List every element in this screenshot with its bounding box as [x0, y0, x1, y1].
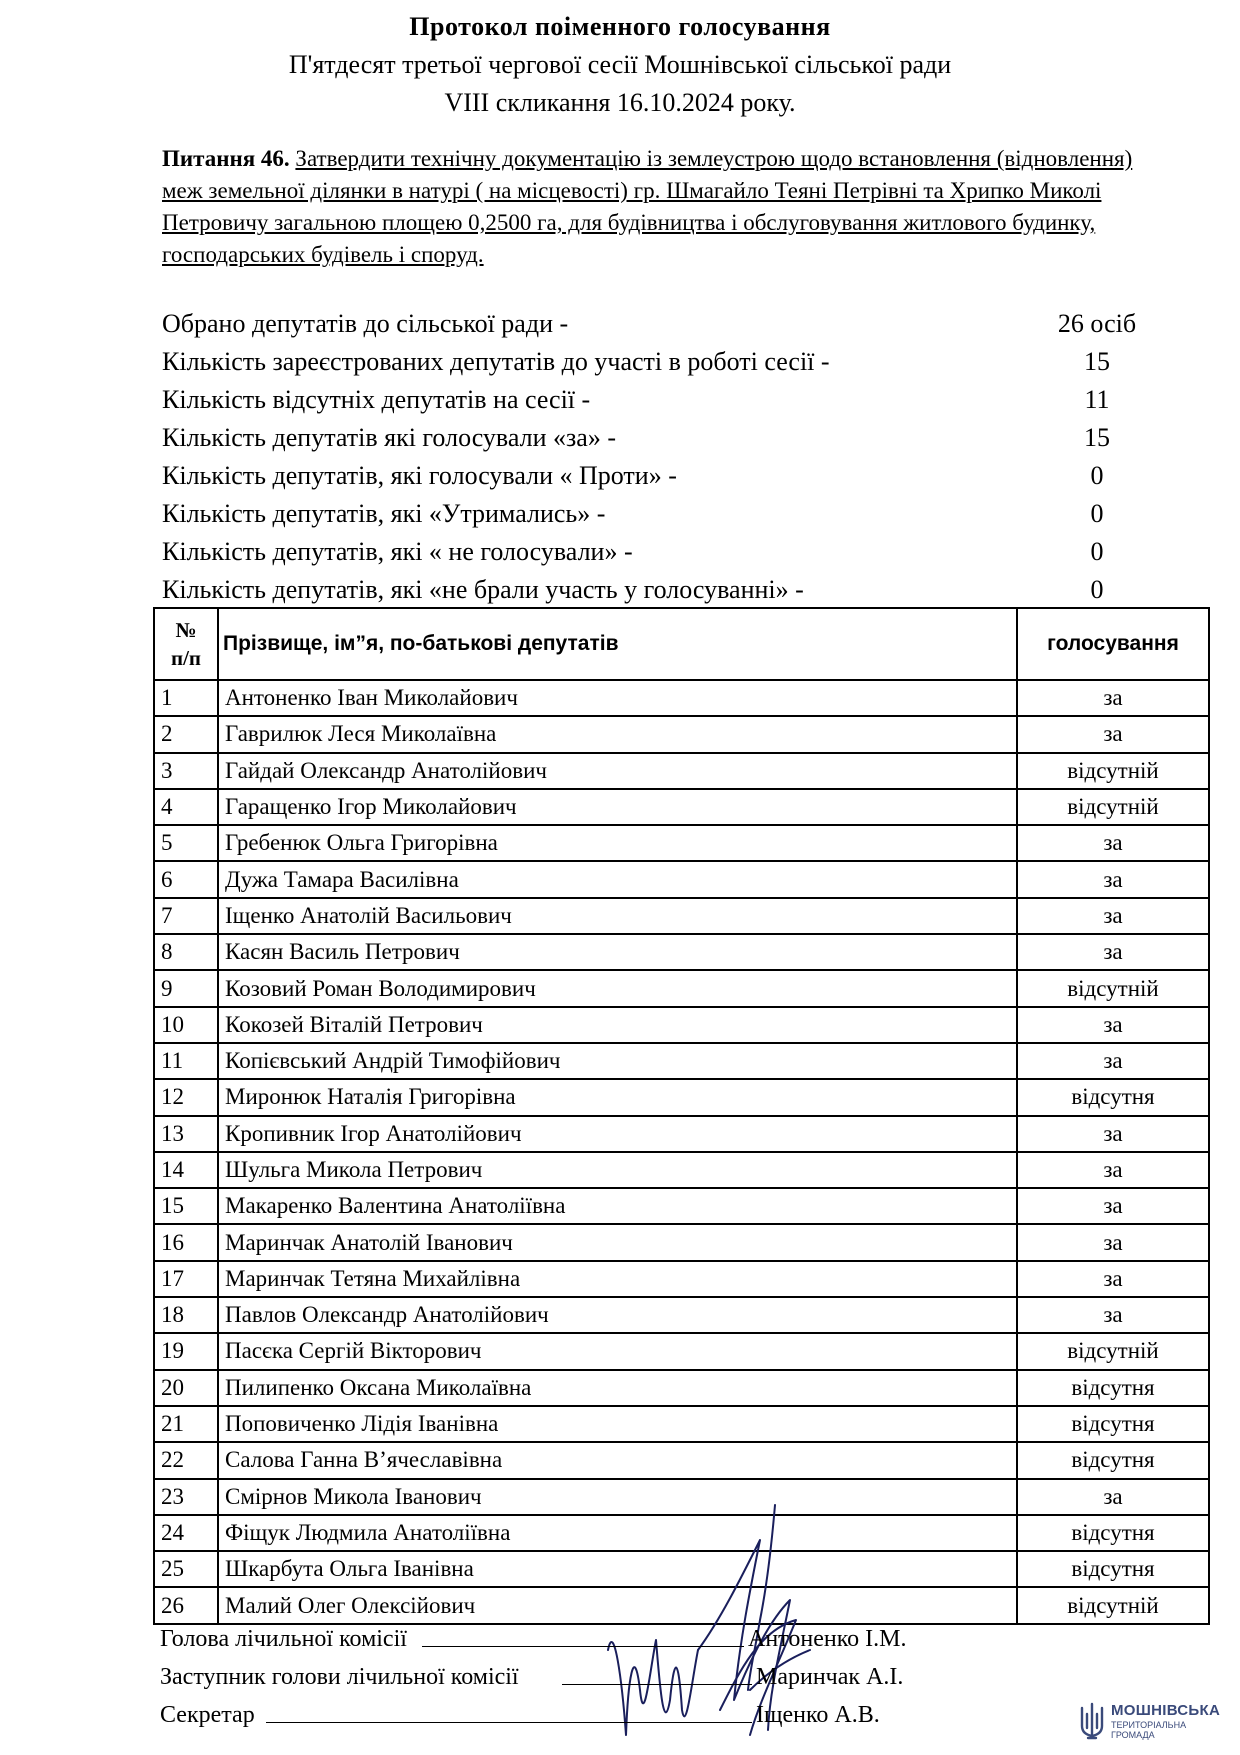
vote-result: відсутній: [1017, 753, 1209, 789]
vote-result: відсутній: [1017, 1587, 1209, 1623]
stat-row: [162, 495, 1172, 533]
stat-label: Кількість депутатів, які «не брали участь у голосуванні» -: [162, 575, 804, 604]
document-title: Протокол поіменного голосування: [409, 12, 831, 41]
row-number: 14: [154, 1152, 218, 1188]
vote-result: за: [1017, 1152, 1209, 1188]
table-row: [154, 680, 1209, 716]
row-number: 10: [154, 1007, 218, 1043]
stat-label: Кількість депутатів, які голосували « Проти» -: [162, 461, 677, 490]
table-row: [154, 789, 1209, 825]
row-number: 12: [154, 1079, 218, 1115]
deputy-name: Копієвський Андрій Тимофійович: [218, 1043, 1017, 1079]
signature-line: [562, 1684, 752, 1685]
vote-result: за: [1017, 1297, 1209, 1333]
table-row: [154, 934, 1209, 970]
stat-row: [162, 571, 1172, 609]
stat-value: 0: [1090, 461, 1104, 490]
signature-role: Заступник голови лічильної комісії: [160, 1664, 519, 1690]
header-number-line2: п/п: [170, 646, 202, 670]
signature-row: [160, 1658, 1060, 1696]
row-number: 20: [154, 1370, 218, 1406]
deputy-name: Фіщук Людмила Анатоліївна: [218, 1515, 1017, 1551]
row-number: 6: [154, 861, 218, 897]
vote-result: відсутня: [1017, 1442, 1209, 1478]
stat-value: 0: [1090, 537, 1104, 566]
vote-result: відсутній: [1017, 970, 1209, 1006]
deputy-name: Іщенко Анатолій Васильович: [218, 898, 1017, 934]
table-row: [154, 1188, 1209, 1224]
table-row: [154, 1152, 1209, 1188]
signatures-block: [160, 1620, 1060, 1734]
vote-result: відсутня: [1017, 1551, 1209, 1587]
stat-label: Кількість депутатів які голосували «за» -: [162, 423, 616, 452]
stat-row: [162, 419, 1172, 457]
table-row: [154, 1079, 1209, 1115]
vote-result: за: [1017, 1043, 1209, 1079]
row-number: 18: [154, 1297, 218, 1333]
row-number: 16: [154, 1224, 218, 1260]
logo-title: МОШНІВСЬКА: [1111, 1702, 1221, 1719]
stat-value: 26 осіб: [1057, 309, 1137, 338]
row-number: 3: [154, 753, 218, 789]
question-block: [162, 143, 1172, 271]
vote-result: за: [1017, 1261, 1209, 1297]
signature-person: Антоненко І.М.: [748, 1626, 907, 1652]
table-row: [154, 1442, 1209, 1478]
stat-row: [162, 533, 1172, 571]
stat-row: [162, 457, 1172, 495]
vote-result: відсутня: [1017, 1370, 1209, 1406]
signature-role: Секретар: [160, 1702, 255, 1728]
table-row: [154, 970, 1209, 1006]
vote-result: за: [1017, 716, 1209, 752]
stat-value: 11: [1084, 385, 1110, 414]
deputy-name: Козовий Роман Володимирович: [218, 970, 1017, 1006]
table-row: [154, 825, 1209, 861]
deputy-name: Поповиченко Лідія Іванівна: [218, 1406, 1017, 1442]
logo-subtitle: ТЕРИТОРІАЛЬНА ГРОМАДА: [1111, 1720, 1187, 1740]
deputy-name: Малий Олег Олексійович: [218, 1587, 1017, 1623]
table-row: [154, 1261, 1209, 1297]
stat-row: [162, 381, 1172, 419]
row-number: 21: [154, 1406, 218, 1442]
vote-result: за: [1017, 1479, 1209, 1515]
deputy-name: Касян Василь Петрович: [218, 934, 1017, 970]
deputy-name: Гаращенко Ігор Миколайович: [218, 789, 1017, 825]
row-number: 22: [154, 1442, 218, 1478]
header-name: Прізвище, ім”я, по-батькові депутатів: [218, 608, 1017, 680]
vote-result: за: [1017, 898, 1209, 934]
table-row: [154, 1333, 1209, 1369]
deputy-name: Кропивник Ігор Анатолійович: [218, 1116, 1017, 1152]
vote-result: за: [1017, 934, 1209, 970]
deputy-name: Гаврилюк Леся Миколаївна: [218, 716, 1017, 752]
row-number: 15: [154, 1188, 218, 1224]
stat-row: [162, 343, 1172, 381]
stat-label: Кількість депутатів, які «Утримались» -: [162, 499, 606, 528]
table-row: [154, 861, 1209, 897]
vote-result: відсутній: [1017, 1333, 1209, 1369]
vote-result: відсутня: [1017, 1406, 1209, 1442]
signature-role: Голова лічильної комісії: [160, 1626, 407, 1652]
vote-result: за: [1017, 1188, 1209, 1224]
signature-person: Іщенко А.В.: [756, 1702, 880, 1728]
stat-label: Кількість відсутніх депутатів на сесії -: [162, 385, 591, 414]
header-number: [154, 608, 218, 680]
row-number: 19: [154, 1333, 218, 1369]
deputy-name: Кокозей Віталій Петрович: [218, 1007, 1017, 1043]
stat-row: [162, 305, 1172, 343]
vote-result: за: [1017, 1007, 1209, 1043]
stat-value: 15: [1084, 347, 1110, 376]
stat-label: Кількість депутатів, які « не голосували» -: [162, 537, 633, 566]
header-number-line1: №: [175, 618, 197, 642]
deputy-name: Маринчак Анатолій Іванович: [218, 1224, 1017, 1260]
row-number: 25: [154, 1551, 218, 1587]
session-line: П'ятдесят третьої чергової сесії Мошнівської сільської ради: [288, 50, 952, 79]
deputy-name: Макаренко Валентина Анатоліївна: [218, 1188, 1017, 1224]
deputy-name: Маринчак Тетяна Михайлівна: [218, 1261, 1017, 1297]
table-row: [154, 753, 1209, 789]
signature-line: [422, 1646, 744, 1647]
deputy-name: Смірнов Микола Іванович: [218, 1479, 1017, 1515]
table-row: [154, 1297, 1209, 1333]
row-number: 4: [154, 789, 218, 825]
vote-result: за: [1017, 680, 1209, 716]
deputy-name: Дужа Тамара Василівна: [218, 861, 1017, 897]
deputy-name: Пилипенко Оксана Миколаївна: [218, 1370, 1017, 1406]
question-label: Питання 46.: [162, 146, 290, 171]
signature-person: Маринчак А.І.: [756, 1664, 904, 1690]
row-number: 9: [154, 970, 218, 1006]
stat-label: Кількість зареєстрованих депутатів до участі в роботі сесії -: [162, 347, 830, 376]
table-body: [154, 680, 1209, 1624]
stat-value: 0: [1090, 499, 1104, 528]
vote-result: відсутній: [1017, 789, 1209, 825]
table-row: [154, 1116, 1209, 1152]
vote-result: за: [1017, 1116, 1209, 1152]
signature-row: [160, 1696, 1060, 1734]
table-row: [154, 1370, 1209, 1406]
community-logo: [1077, 1700, 1227, 1745]
row-number: 23: [154, 1479, 218, 1515]
vote-result: за: [1017, 861, 1209, 897]
deputy-name: Антоненко Іван Миколайович: [218, 680, 1017, 716]
deputy-name: Шкарбута Ольга Іванівна: [218, 1551, 1017, 1587]
row-number: 26: [154, 1587, 218, 1623]
deputy-name: Пасєка Сергій Вікторович: [218, 1333, 1017, 1369]
table-row: [154, 1224, 1209, 1260]
stat-value: 15: [1084, 423, 1110, 452]
row-number: 2: [154, 716, 218, 752]
table-row: [154, 1406, 1209, 1442]
header-vote: голосування: [1017, 608, 1209, 680]
deputy-name: Салова Ганна В’ячеславівна: [218, 1442, 1017, 1478]
vote-result: за: [1017, 1224, 1209, 1260]
row-number: 7: [154, 898, 218, 934]
row-number: 24: [154, 1515, 218, 1551]
row-number: 5: [154, 825, 218, 861]
question-text: Затвердити технічну документацію із землеустрою щодо встановлення (відновлення) меж земельної ділянки в натурі ( на місцевості) гр. Шмагайло Теяні Петрівні та Хрипко Миколі Петровичу загальною площею 0,2500 га, для будівництва і обслуговування житлового будинку, господарських будівель і споруд.: [162, 146, 1133, 267]
signature-row: [160, 1620, 1060, 1658]
deputy-name: Миронюк Наталія Григорівна: [218, 1079, 1017, 1115]
convocation-date-line: VIII скликання 16.10.2024 року.: [444, 88, 796, 117]
vote-result: за: [1017, 825, 1209, 861]
trident-icon: [1077, 1702, 1107, 1742]
row-number: 13: [154, 1116, 218, 1152]
vote-stats: [162, 305, 1172, 609]
deputy-name: Шульга Микола Петрович: [218, 1152, 1017, 1188]
deputy-name: Павлов Олександр Анатолійович: [218, 1297, 1017, 1333]
stat-label: Обрано депутатів до сільської ради -: [162, 309, 569, 338]
row-number: 11: [154, 1043, 218, 1079]
row-number: 17: [154, 1261, 218, 1297]
stat-value: 0: [1090, 575, 1104, 604]
row-number: 8: [154, 934, 218, 970]
vote-result: відсутня: [1017, 1515, 1209, 1551]
deputy-name: Гайдай Олександр Анатолійович: [218, 753, 1017, 789]
signature-line: [266, 1722, 752, 1723]
table-row: [154, 898, 1209, 934]
table-row: [154, 716, 1209, 752]
table-header-row: [154, 608, 1209, 680]
table-row: [154, 1043, 1209, 1079]
row-number: 1: [154, 680, 218, 716]
table-row: [154, 1007, 1209, 1043]
deputy-name: Гребенюк Ольга Григорівна: [218, 825, 1017, 861]
roll-call-table: [153, 607, 1210, 1625]
vote-result: відсутня: [1017, 1079, 1209, 1115]
